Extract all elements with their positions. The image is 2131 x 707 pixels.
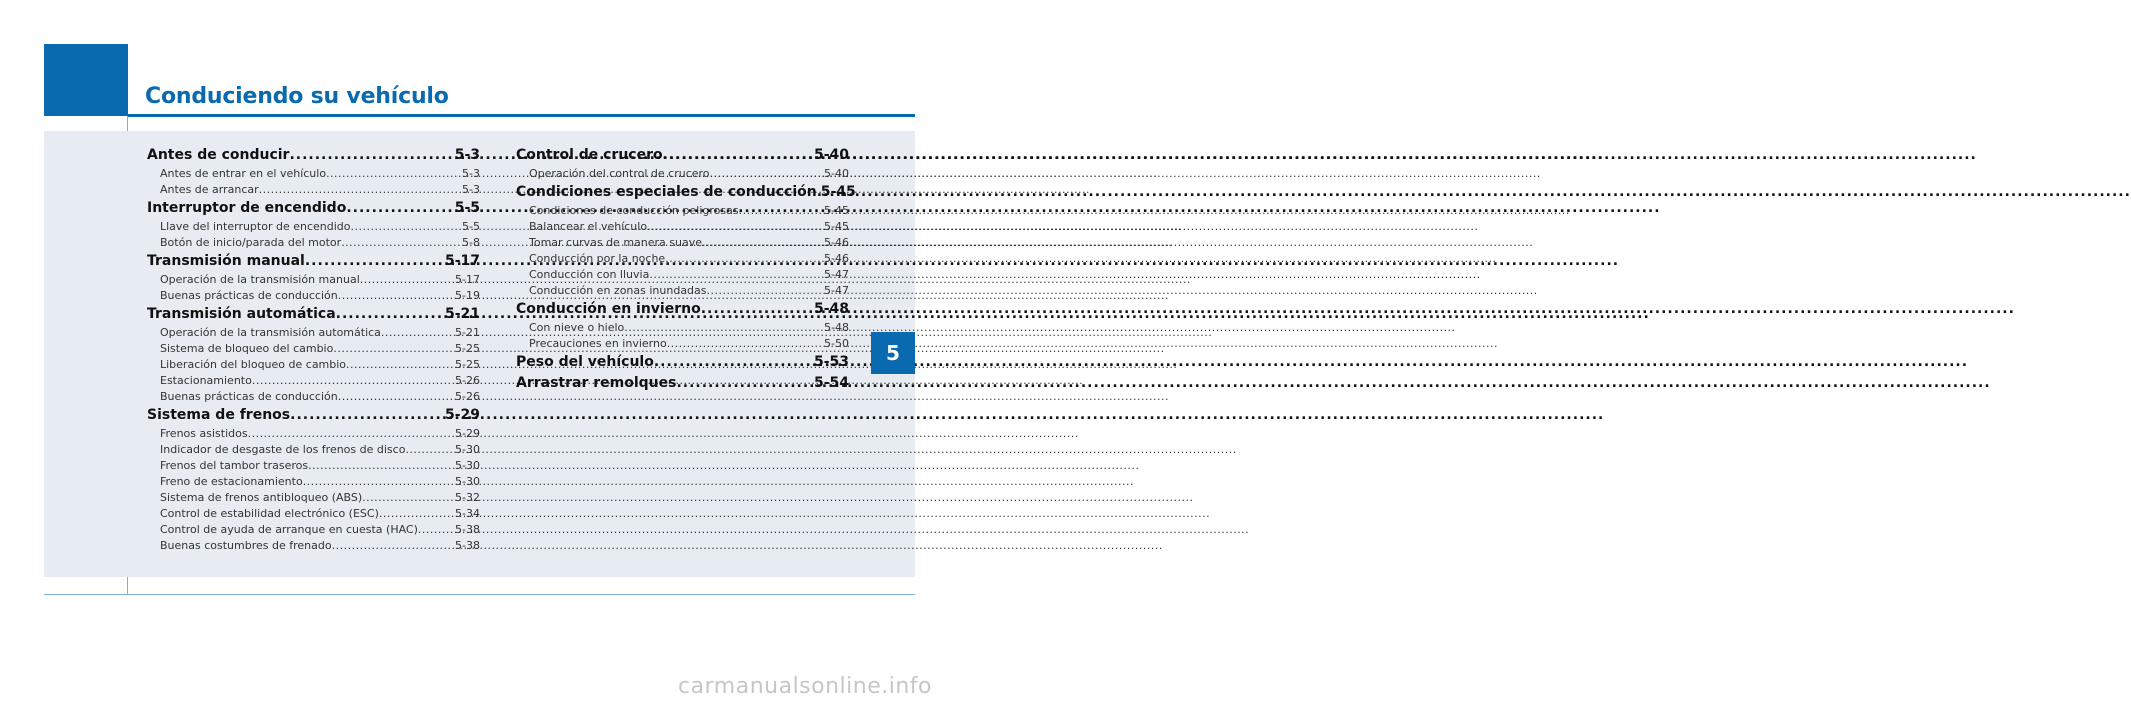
toc-entry-title: Control de crucero: [516, 147, 663, 163]
toc-entry-title: Liberación del bloqueo de cambio: [160, 358, 347, 371]
toc-entry-page: 5-17: [444, 253, 480, 269]
toc-entry-title: Precauciones en invierno: [529, 337, 667, 350]
toc-leader-dots: [647, 219, 824, 235]
toc-entry-page: 5-40: [813, 147, 849, 163]
toc-entry-title: Indicador de desgaste de los frenos de disco: [160, 443, 406, 456]
toc-leader-dots: [362, 490, 455, 506]
toc-entry-page: 5-19: [455, 289, 480, 302]
toc-leader-dots: [676, 373, 813, 394]
toc-entry-title: Buenas prácticas de conducción: [160, 289, 338, 302]
toc-entry-title: Balancear el vehículo: [529, 220, 648, 233]
toc-entry-page: 5-8: [462, 236, 480, 249]
toc-entry-title: Llave del interruptor de encendido: [160, 220, 351, 233]
watermark-text: carmanualsonline.info: [678, 674, 932, 699]
toc-entry-page: 5-29: [455, 427, 480, 440]
toc-leader-dots: [332, 538, 455, 554]
toc-entry-page: 5-47: [824, 268, 849, 281]
toc-subsection-entry[interactable]: [516, 166, 849, 182]
toc-section-entry[interactable]: [147, 145, 480, 166]
toc-subsection-entry[interactable]: [147, 426, 480, 442]
toc-subsection-entry[interactable]: [147, 506, 480, 522]
toc-entry-title: Conducción en zonas inundadas: [529, 284, 707, 297]
toc-entry-page: 5-34: [455, 507, 480, 520]
toc-entry-title: Conducción por la noche: [529, 252, 666, 265]
toc-leader-dots: [326, 166, 462, 182]
toc-entry-page: 5-29: [444, 407, 480, 423]
toc-leader-dots: [663, 145, 814, 166]
toc-subsection-entry[interactable]: [147, 522, 480, 538]
toc-entry-page: 5-48: [824, 321, 849, 334]
toc-subsection-entry[interactable]: [147, 219, 480, 235]
toc-leader-dots: [351, 219, 463, 235]
chapter-tab[interactable]: 5: [871, 332, 915, 374]
toc-leader-dots: [308, 458, 455, 474]
toc-entry-page: 5-30: [455, 475, 480, 488]
toc-leader-dots: [248, 426, 455, 442]
toc-subsection-entry[interactable]: [147, 474, 480, 490]
toc-entry-page: 5-30: [455, 443, 480, 456]
toc-subsection-entry[interactable]: [516, 219, 849, 235]
toc-entry-title: Buenas prácticas de conducción: [160, 390, 338, 403]
toc-subsection-entry[interactable]: [147, 458, 480, 474]
toc-subsection-entry[interactable]: [147, 490, 480, 506]
toc-leader-dots: [346, 357, 455, 373]
footer-divider: [44, 594, 915, 595]
toc-entry-title: Antes de arrancar: [160, 183, 259, 196]
toc-entry-page: 5-21: [455, 326, 480, 339]
page-title: Conduciendo su vehículo: [145, 84, 449, 109]
toc-subsection-entry[interactable]: [516, 320, 849, 336]
toc-entry-title: Sistema de bloqueo del cambio: [160, 342, 334, 355]
toc-entry-page: 5-5: [454, 200, 480, 216]
toc-section-entry[interactable]: [147, 405, 480, 426]
toc-entry-title: Interruptor de encendido: [147, 200, 347, 216]
toc-entry-page: 5-17: [455, 273, 480, 286]
toc-entry-title: Con nieve o hielo: [529, 321, 625, 334]
toc-entry-page: 5-45: [824, 204, 849, 217]
toc-entry-title: Sistema de frenos: [147, 407, 291, 423]
toc-left-column: [147, 145, 480, 554]
toc-entry-page: 5-38: [455, 523, 480, 536]
toc-subsection-entry[interactable]: [147, 182, 480, 198]
toc-subsection-entry[interactable]: [147, 357, 480, 373]
toc-entry-page: 5-46: [824, 252, 849, 265]
toc-entry-title: Transmisión manual: [147, 253, 305, 269]
toc-leader-dots: [418, 522, 455, 538]
toc-leader-dots: [707, 283, 825, 299]
toc-subsection-entry[interactable]: [147, 442, 480, 458]
toc-leader-dots: [381, 325, 455, 341]
toc-entry-title: Freno de estacionamiento: [160, 475, 303, 488]
toc-section-entry[interactable]: [516, 145, 849, 166]
toc-leader-dots: [346, 198, 454, 219]
toc-entry-page: 5-54: [813, 375, 849, 391]
toc-leader-dots: [259, 182, 462, 198]
toc-entry-page: 5-47: [824, 284, 849, 297]
toc-entry-page: 5-53: [813, 354, 849, 370]
toc-section-entry[interactable]: [516, 352, 849, 373]
toc-subsection-entry[interactable]: [516, 203, 849, 219]
toc-entry-title: Sistema de frenos antibloqueo (ABS): [160, 491, 363, 504]
toc-leader-dots: [336, 304, 445, 325]
toc-entry-title: Control de ayuda de arranque en cuesta (HAC): [160, 523, 418, 536]
toc-entry-page: 5-21: [444, 306, 480, 322]
toc-leader-dots: [360, 272, 455, 288]
toc-entry-page: 5-25: [455, 342, 480, 355]
toc-leader-dots: [701, 299, 814, 320]
toc-leader-dots: [379, 506, 455, 522]
toc-right-column: [516, 145, 856, 394]
toc-section-entry[interactable]: [516, 299, 849, 320]
toc-leader-dots: [252, 373, 455, 389]
toc-entry-page: 5-25: [455, 358, 480, 371]
toc-entry-title: Antes de conducir: [147, 147, 290, 163]
toc-entry-page: 5-40: [824, 167, 849, 180]
toc-entry-title: Conducción en invierno: [516, 301, 701, 317]
toc-entry-title: Condiciones de conducción peligrosas: [529, 204, 739, 217]
toc-leader-dots: [654, 352, 814, 373]
toc-entry-page: 5-3: [462, 167, 480, 180]
toc-subsection-entry[interactable]: [147, 325, 480, 341]
toc-subsection-entry[interactable]: [516, 235, 849, 251]
toc-entry-title: Tomar curvas de manera suave: [529, 236, 702, 249]
toc-leader-dots: [290, 405, 445, 426]
toc-entry-page: 5-38: [455, 539, 480, 552]
toc-subsection-entry[interactable]: [516, 251, 849, 267]
toc-subsection-entry[interactable]: [147, 341, 480, 357]
toc-leader-dots: [338, 288, 455, 304]
toc-subsection-entry[interactable]: [147, 235, 480, 251]
toc-leader-dots: [667, 336, 824, 352]
toc-entry-page: 5-50: [824, 337, 849, 350]
toc-section-entry[interactable]: [147, 251, 480, 272]
header-color-block: [44, 44, 128, 116]
toc-leader-dots: [710, 166, 825, 182]
toc-leader-dots: [333, 341, 455, 357]
toc-section-entry[interactable]: [147, 198, 480, 219]
toc-entry-page: 5-46: [824, 236, 849, 249]
toc-entry-title: Buenas costumbres de frenado: [160, 539, 332, 552]
toc-subsection-entry[interactable]: [516, 267, 849, 283]
toc-leader-dots: [624, 320, 824, 336]
toc-entry-title: Transmisión automática: [147, 306, 336, 322]
toc-entry-page: 5-45: [820, 184, 856, 200]
toc-subsection-entry[interactable]: [147, 288, 480, 304]
toc-entry-page: 5-3: [454, 147, 480, 163]
toc-entry-page: 5-26: [455, 374, 480, 387]
toc-entry-page: 5-26: [455, 390, 480, 403]
toc-section-entry[interactable]: [516, 373, 849, 394]
toc-entry-title: Operación del control de crucero: [529, 167, 710, 180]
toc-subsection-entry[interactable]: [147, 389, 480, 405]
toc-entry-title: Peso del vehículo: [516, 354, 654, 370]
toc-entry-page: 5-5: [462, 220, 480, 233]
toc-entry-title: Frenos del tambor traseros: [160, 459, 309, 472]
toc-entry-title: Operación de la transmisión automática: [160, 326, 381, 339]
toc-leader-dots: [289, 145, 454, 166]
toc-subsection-entry[interactable]: [147, 166, 480, 182]
toc-entry-title: Condiciones especiales de conducción: [516, 184, 817, 200]
toc-entry-page: 5-30: [455, 459, 480, 472]
toc-entry-title: Arrastrar remolques: [516, 375, 677, 391]
toc-entry-title: Control de estabilidad electrónico (ESC): [160, 507, 379, 520]
toc-leader-dots: [665, 251, 824, 267]
toc-subsection-entry[interactable]: [516, 283, 849, 299]
toc-leader-dots: [305, 251, 445, 272]
toc-entry-title: Estacionamiento: [160, 374, 252, 387]
toc-subsection-entry[interactable]: [516, 336, 849, 352]
toc-leader-dots: [303, 474, 455, 490]
toc-section-entry[interactable]: [147, 304, 480, 325]
toc-subsection-entry[interactable]: [147, 373, 480, 389]
toc-leader-dots: [649, 267, 824, 283]
toc-leader-dots: [405, 442, 455, 458]
toc-subsection-entry[interactable]: [147, 272, 480, 288]
toc-entry-page: 5-45: [824, 220, 849, 233]
toc-leader-dots: [341, 235, 462, 251]
toc-section-entry[interactable]: [516, 182, 856, 203]
title-underline: [128, 114, 915, 117]
toc-entry-title: Antes de entrar en el vehículo: [160, 167, 327, 180]
toc-entry-title: Operación de la transmisión manual: [160, 273, 360, 286]
toc-entry-page: 5-48: [813, 301, 849, 317]
toc-entry-page: 5-32: [455, 491, 480, 504]
toc-entry-page: 5-3: [462, 183, 480, 196]
toc-subsection-entry[interactable]: [147, 538, 480, 554]
toc-entry-title: Frenos asistidos: [160, 427, 248, 440]
toc-entry-title: Conducción con lluvia: [529, 268, 650, 281]
toc-leader-dots: [739, 203, 824, 219]
toc-leader-dots: [702, 235, 824, 251]
toc-leader-dots: [338, 389, 455, 405]
toc-entry-title: Botón de inicio/parada del motor: [160, 236, 342, 249]
